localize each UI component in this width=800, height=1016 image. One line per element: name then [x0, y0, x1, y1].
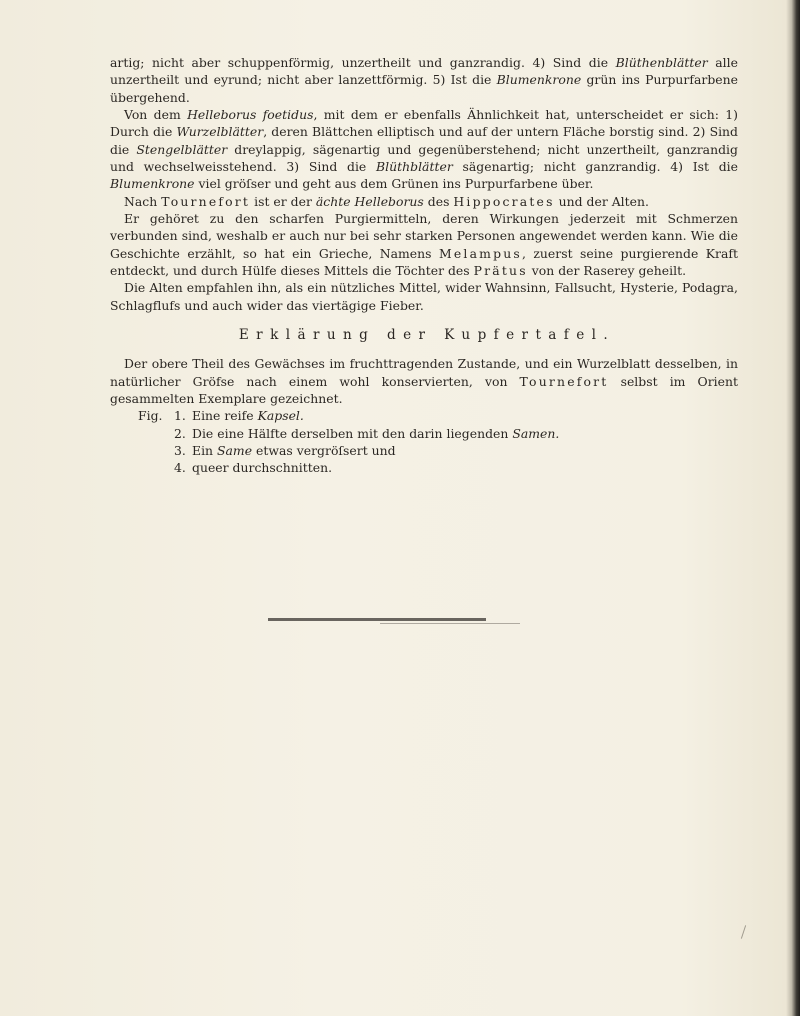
page-edge-shadow [786, 0, 800, 1016]
decorative-rule [268, 618, 486, 621]
figure-text: Eine reife Kapsel. [192, 408, 304, 424]
paragraph-5: Die Alten empfahlen ihn, als ein nützliches Mittel, wider Wahnsinn, Fallsucht, Hysterie, Podagra, Schlagflufs und auch wider das viertägige Fieber. [110, 280, 738, 313]
figure-number: 1. [174, 408, 186, 424]
figure-text: Die eine Hälfte derselben mit den darin liegenden Samen. [192, 425, 560, 441]
figure-item [110, 425, 738, 442]
figure-item [110, 442, 738, 459]
paragraph-6: Der obere Theil des Gewächses im fruchttragenden Zustande, und ein Wurzelblatt desselben, in natürlicher Gröfse nach einem wohl konservierten, von Tournefort selbst im Orient gesammelten Exemplare gezeichnet. [110, 356, 738, 406]
figure-item [110, 407, 738, 424]
figure-number: 2. [174, 425, 186, 441]
stray-mark [741, 925, 746, 939]
figure-label: Fig. [138, 408, 163, 424]
figure-number: 3. [174, 442, 186, 458]
page-text [110, 54, 738, 477]
figure-number: 4. [174, 460, 186, 476]
decorative-rule-shadow [380, 623, 520, 624]
figure-text: queer durchschnitten. [192, 460, 333, 476]
figure-item [110, 459, 738, 476]
figure-text: Ein Same etwas vergröſsert und [192, 442, 396, 458]
paragraph-3: Nach Tournefort ist er der ächte Helleborus des Hippocrates und der Alten. [124, 193, 649, 209]
figure-list [110, 407, 738, 476]
paragraph-4: Er gehöret zu den scharfen Purgiermitteln, deren Wirkungen jederzeit mit Schmerzen verbunden sind, weshalb er auch nur bei sehr starken Personen angewendet werden kann. Wie die Geschichte erzählt, so hat ein Grieche, Namens Melampus, zuerst seine purgierende Kraft entdeckt, und durch Hülfe dieses Mittels die Töchter des Prätus von der Raserey geheilt. [110, 211, 738, 279]
paragraph-1: artig; nicht aber schuppenförmig, unzertheilt und ganzrandig. 4) Sind die Blüthenblätter alle unzertheilt und eyrund; nicht aber lanzettförmig. 5) Ist die Blumenkrone grün ins Purpurfarbene übergehend. [110, 55, 738, 105]
paragraph-2: Von dem Helleborus foetidus, mit dem er ebenfalls Ähnlichkeit hat, unterscheidet er sich: 1) Durch die Wurzelblätter, deren Blättchen elliptisch und auf der untern Fläche borstig sind. 2) Sind die Stengelblätter dreylappig, sägenartig und gegenüberstehend; nicht unzertheilt, ganzrandig und wechselweisstehend. 3) Sind die Blüthblätter sägenartig; nicht ganzrandig. 4) Ist die Blumenkrone viel gröſser und geht aus dem Grünen ins Purpurfarbene über. [110, 107, 739, 192]
section-heading: Erklärung der Kupfertafel. [238, 327, 616, 344]
